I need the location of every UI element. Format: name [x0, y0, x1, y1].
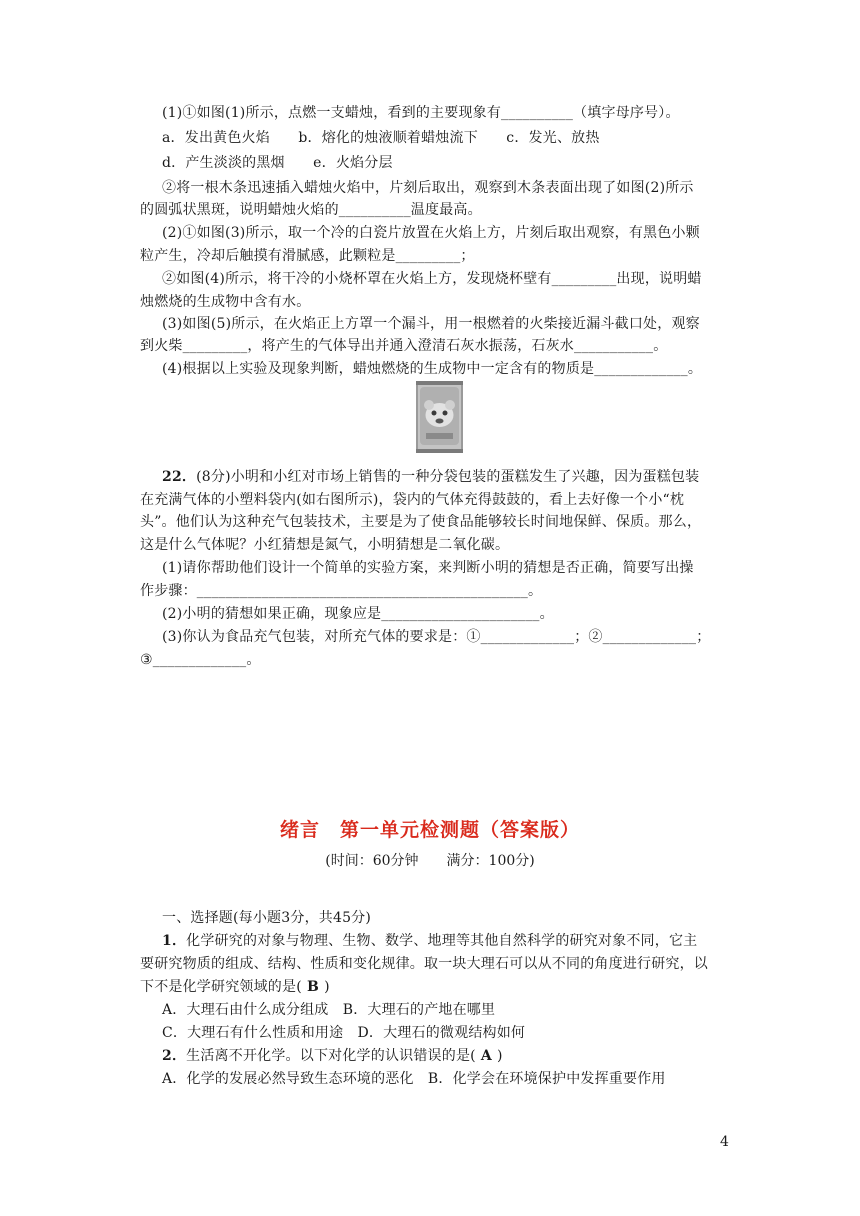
question-1-line [162, 931, 762, 951]
question-number: 2． [162, 1048, 187, 1064]
option-line: C．大理石有什么性质和用途 D．大理石的微观结构如何 [162, 1025, 526, 1041]
question-22-line [162, 467, 762, 487]
text-line: 头”。他们认为这种充气包装技术，主要是为了使食品能够较长时间地保鲜、保质。那么， [140, 514, 702, 530]
question-text: 化学研究的对象与物理、生物、数学、地理等其他自然科学的研究对象不同，它主 [186, 933, 698, 949]
text-line: a．发出黄色火焰 b．熔化的烛液顺着蜡烛流下 c．发光、放热 [162, 130, 600, 146]
text-line: 作步骤：______________________________________________。 [140, 583, 543, 599]
text-line: (3)你认为食品充气包装，对所充气体的要求是：①_____________；②_____________； [162, 629, 711, 645]
text-line: ③_____________。 [140, 652, 261, 668]
text-line: (4)根据以上实验及现象判断，蜡烛燃烧的生成物中一定含有的物质是_____________。 [162, 361, 703, 377]
text-line: 粒产生，冷却后触摸有滑腻感，此颗粒是_________； [140, 248, 475, 264]
stem-text: 生活离不开化学。以下对化学的认识错误的是( [186, 1048, 476, 1064]
option-line: A．大理石由什么成分组成 B．大理石的产地在哪里 [162, 1002, 496, 1018]
question-text: (8分)小明和小红对市场上销售的一种分袋包装的蛋糕发生了兴趣，因为蛋糕包装 [196, 469, 700, 485]
text-line: 这是什么气体呢？小红猜想是氮气，小明猜想是二氧化碳。 [140, 537, 510, 553]
text-line: d．产生淡淡的黑烟 e．火焰分层 [162, 155, 393, 171]
text-line: ②将一根木条迅速插入蜡烛火焰中，片刻后取出，观察到木条表面出现了如图(2)所示 [162, 180, 694, 196]
text-line: 到火柴_________，将产生的气体导出并通入澄清石灰水振荡，石灰水___________。 [140, 338, 668, 354]
text-line: 烛燃烧的生成物中含有水。 [140, 294, 311, 310]
question-number: 22． [162, 469, 197, 485]
option-line: A．化学的发展必然导致生态环境的恶化 B．化学会在环境保护中发挥重要作用 [162, 1071, 666, 1087]
cake-package-image [416, 381, 463, 453]
page-number: 4 [720, 1134, 729, 1150]
text-line: (2)①如图(3)所示，取一个冷的白瓷片放置在火焰上方，片刻后取出观察，有黑色小颗 [162, 225, 700, 241]
answer-mark: A [475, 1048, 498, 1064]
text-line: 在充满气体的小塑料袋内(如右图所示)，袋内的气体充得鼓鼓的，看上去好像一个小“枕 [140, 492, 685, 508]
text-line: 要研究物质的组成、结构、性质和变化规律。取一块大理石可以从不同的角度进行研究，以 [140, 956, 708, 972]
question-2-line [162, 1046, 762, 1066]
question-number: 1． [162, 933, 187, 949]
text-line: (1)①如图(1)所示，点燃一支蜡烛，看到的主要现象有__________（填字母序号）。 [162, 105, 680, 121]
text-line: 的圆弧状黑斑，说明蜡烛火焰的__________温度最高。 [140, 202, 482, 218]
stem-text: 下不是化学研究领域的是( [140, 979, 302, 995]
section-title: 绪言 第一单元检测题（答案版） [279, 819, 580, 841]
text-line: ②如图(4)所示，将干冷的小烧杯罩在火焰上方，发现烧杯壁有_________出现，说明蜡 [162, 271, 702, 287]
section-heading: 一、选择题(每小题3分，共45分) [162, 910, 372, 926]
stem-text: ) [324, 979, 330, 995]
text-line: (1)请你帮助他们设计一个简单的实验方案，来判断小明的猜想是否正确，简要写出操 [162, 560, 694, 576]
text-line: (2)小明的猜想如果正确，现象应是______________________。 [162, 606, 554, 622]
stem-text: ) [497, 1048, 503, 1064]
text-line: (3)如图(5)所示，在火焰正上方罩一个漏斗，用一根燃着的火柴接近漏斗截口处，观察 [162, 316, 700, 332]
question-1-stem-end [140, 977, 740, 997]
answer-mark: B [301, 979, 325, 995]
exam-info: (时间：60分钟 满分：100分) [325, 853, 535, 869]
